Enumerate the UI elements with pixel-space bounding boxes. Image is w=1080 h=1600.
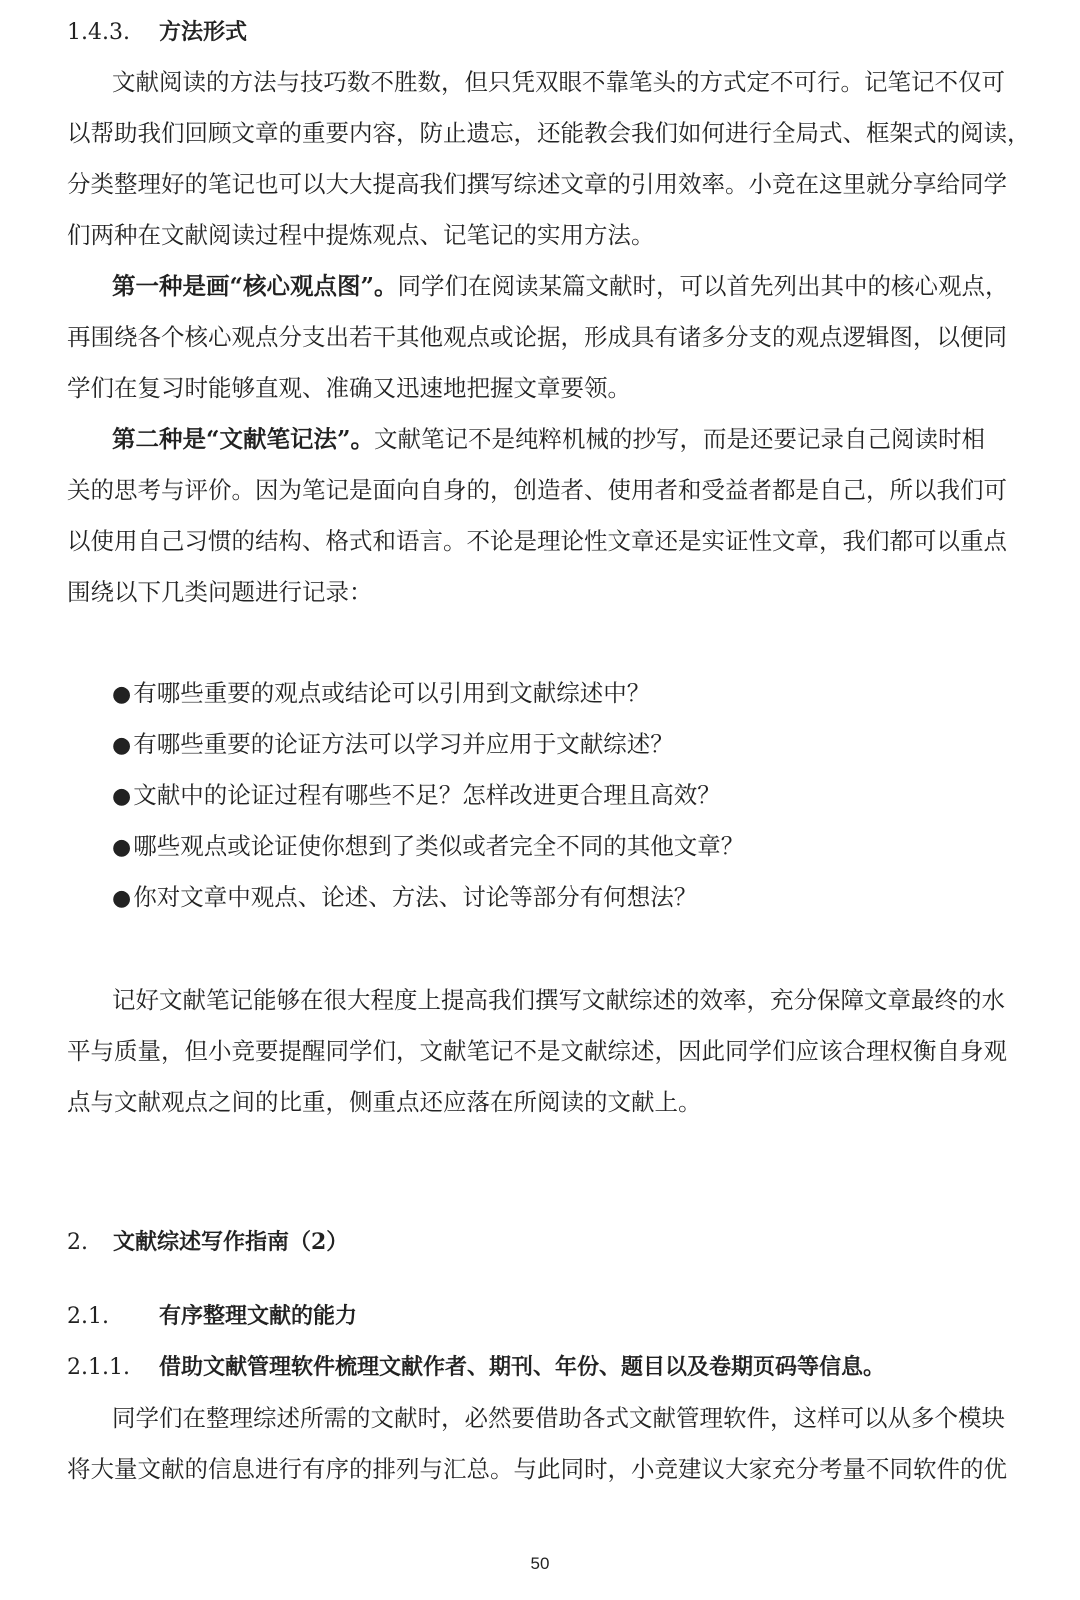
paragraph-line: 学们在复习时能够直观、准确又迅速地把握文章要领。: [67, 374, 631, 402]
section-number: 2.1.1.: [67, 1355, 130, 1380]
bullet-item: [112, 779, 721, 813]
bullet-icon: ●: [112, 682, 132, 707]
section-title: 借助文献管理软件梳理文献作者、期刊、年份、题目以及卷期页码等信息。: [159, 1354, 886, 1380]
section-number: 2.: [67, 1230, 88, 1255]
paragraph-line: 点与文献观点之间的比重，侧重点还应落在所阅读的文献上。: [67, 1088, 702, 1116]
section-heading-2-1: [67, 1300, 357, 1333]
section-heading-1-4-3: [67, 16, 247, 49]
paragraph-text: 文献笔记不是纯粹机械的抄写，而是还要记录自己阅读时相: [374, 425, 986, 453]
bullet-icon: ●: [112, 886, 132, 911]
bullet-text: 哪些观点或论证使你想到了类似或者完全不同的其他文章？: [133, 832, 745, 860]
bullet-icon: ●: [112, 733, 132, 758]
bullet-text: 有哪些重要的观点或结论可以引用到文献综述中？: [133, 679, 651, 707]
paragraph-line: 分类整理好的笔记也可以大大提高我们撰写综述文章的引用效率。小竞在这里就分享给同学: [67, 170, 1007, 198]
section-title: 文献综述写作指南（2）: [113, 1229, 349, 1255]
section-number: 2.1.: [67, 1304, 109, 1329]
bullet-text: 你对文章中观点、论述、方法、讨论等部分有何想法？: [133, 883, 698, 911]
paragraph-line: 再围绕各个核心观点分支出若干其他观点或论据，形成具有诸多分支的观点逻辑图，以便同: [67, 323, 1007, 351]
bullet-text: 文献中的论证过程有哪些不足？怎样改进更合理且高效？: [133, 781, 721, 809]
paragraph-line: 平与质量，但小竞要提醒同学们，文献笔记不是文献综述，因此同学们应该合理权衡自身观: [67, 1037, 1007, 1065]
section-title: 方法形式: [159, 19, 248, 45]
paragraph-line: 将大量文献的信息进行有序的排列与汇总。与此同时，小竞建议大家充分考量不同软件的优: [67, 1455, 1007, 1483]
section-number: 1.4.3.: [67, 20, 130, 45]
paragraph-line: 同学们在整理综述所需的文献时，必然要借助各式文献管理软件，这样可以从多个模块: [112, 1404, 1005, 1432]
method-two-lead: 第二种是“文献笔记法”。: [112, 425, 375, 453]
bullet-icon: ●: [112, 784, 132, 809]
bullet-text: 有哪些重要的论证方法可以学习并应用于文献综述？: [133, 730, 674, 758]
paragraph-line: 文献阅读的方法与技巧数不胜数，但只凭双眼不靠笔头的方式定不可行。记笔记不仅可: [112, 68, 1005, 96]
method-one-lead: 第一种是画“核心观点图”。: [112, 272, 398, 300]
bullet-item: [112, 881, 697, 915]
section-heading-2: [67, 1226, 348, 1259]
section-title: 有序整理文献的能力: [159, 1303, 358, 1329]
paragraph-line: 围绕以下几类问题进行记录：: [67, 578, 373, 606]
page-number: 50: [530, 1554, 550, 1573]
paragraph-line: 们两种在文献阅读过程中提炼观点、记笔记的实用方法。: [67, 221, 655, 249]
bullet-icon: ●: [112, 835, 132, 860]
bullet-item: [112, 728, 674, 762]
paragraph-line: [112, 423, 985, 455]
paragraph-text: 同学们在阅读某篇文献时，可以首先列出其中的核心观点，: [397, 272, 1009, 300]
bullet-item: [112, 830, 744, 864]
paragraph-line: 记好文献笔记能够在很大程度上提高我们撰写文献综述的效率，充分保障文章最终的水: [112, 986, 1005, 1014]
paragraph-line: 关的思考与评价。因为笔记是面向自身的，创造者、使用者和受益者都是自己，所以我们可: [67, 476, 1007, 504]
paragraph-line: 以使用自己习惯的结构、格式和语言。不论是理论性文章还是实证性文章，我们都可以重点: [67, 527, 1007, 555]
paragraph-line: [112, 270, 1009, 302]
paragraph-line: 以帮助我们回顾文章的重要内容，防止遗忘，还能教会我们如何进行全局式、框架式的阅读，: [67, 119, 1031, 147]
bullet-item: [112, 677, 650, 711]
section-heading-2-1-1: [67, 1351, 885, 1384]
